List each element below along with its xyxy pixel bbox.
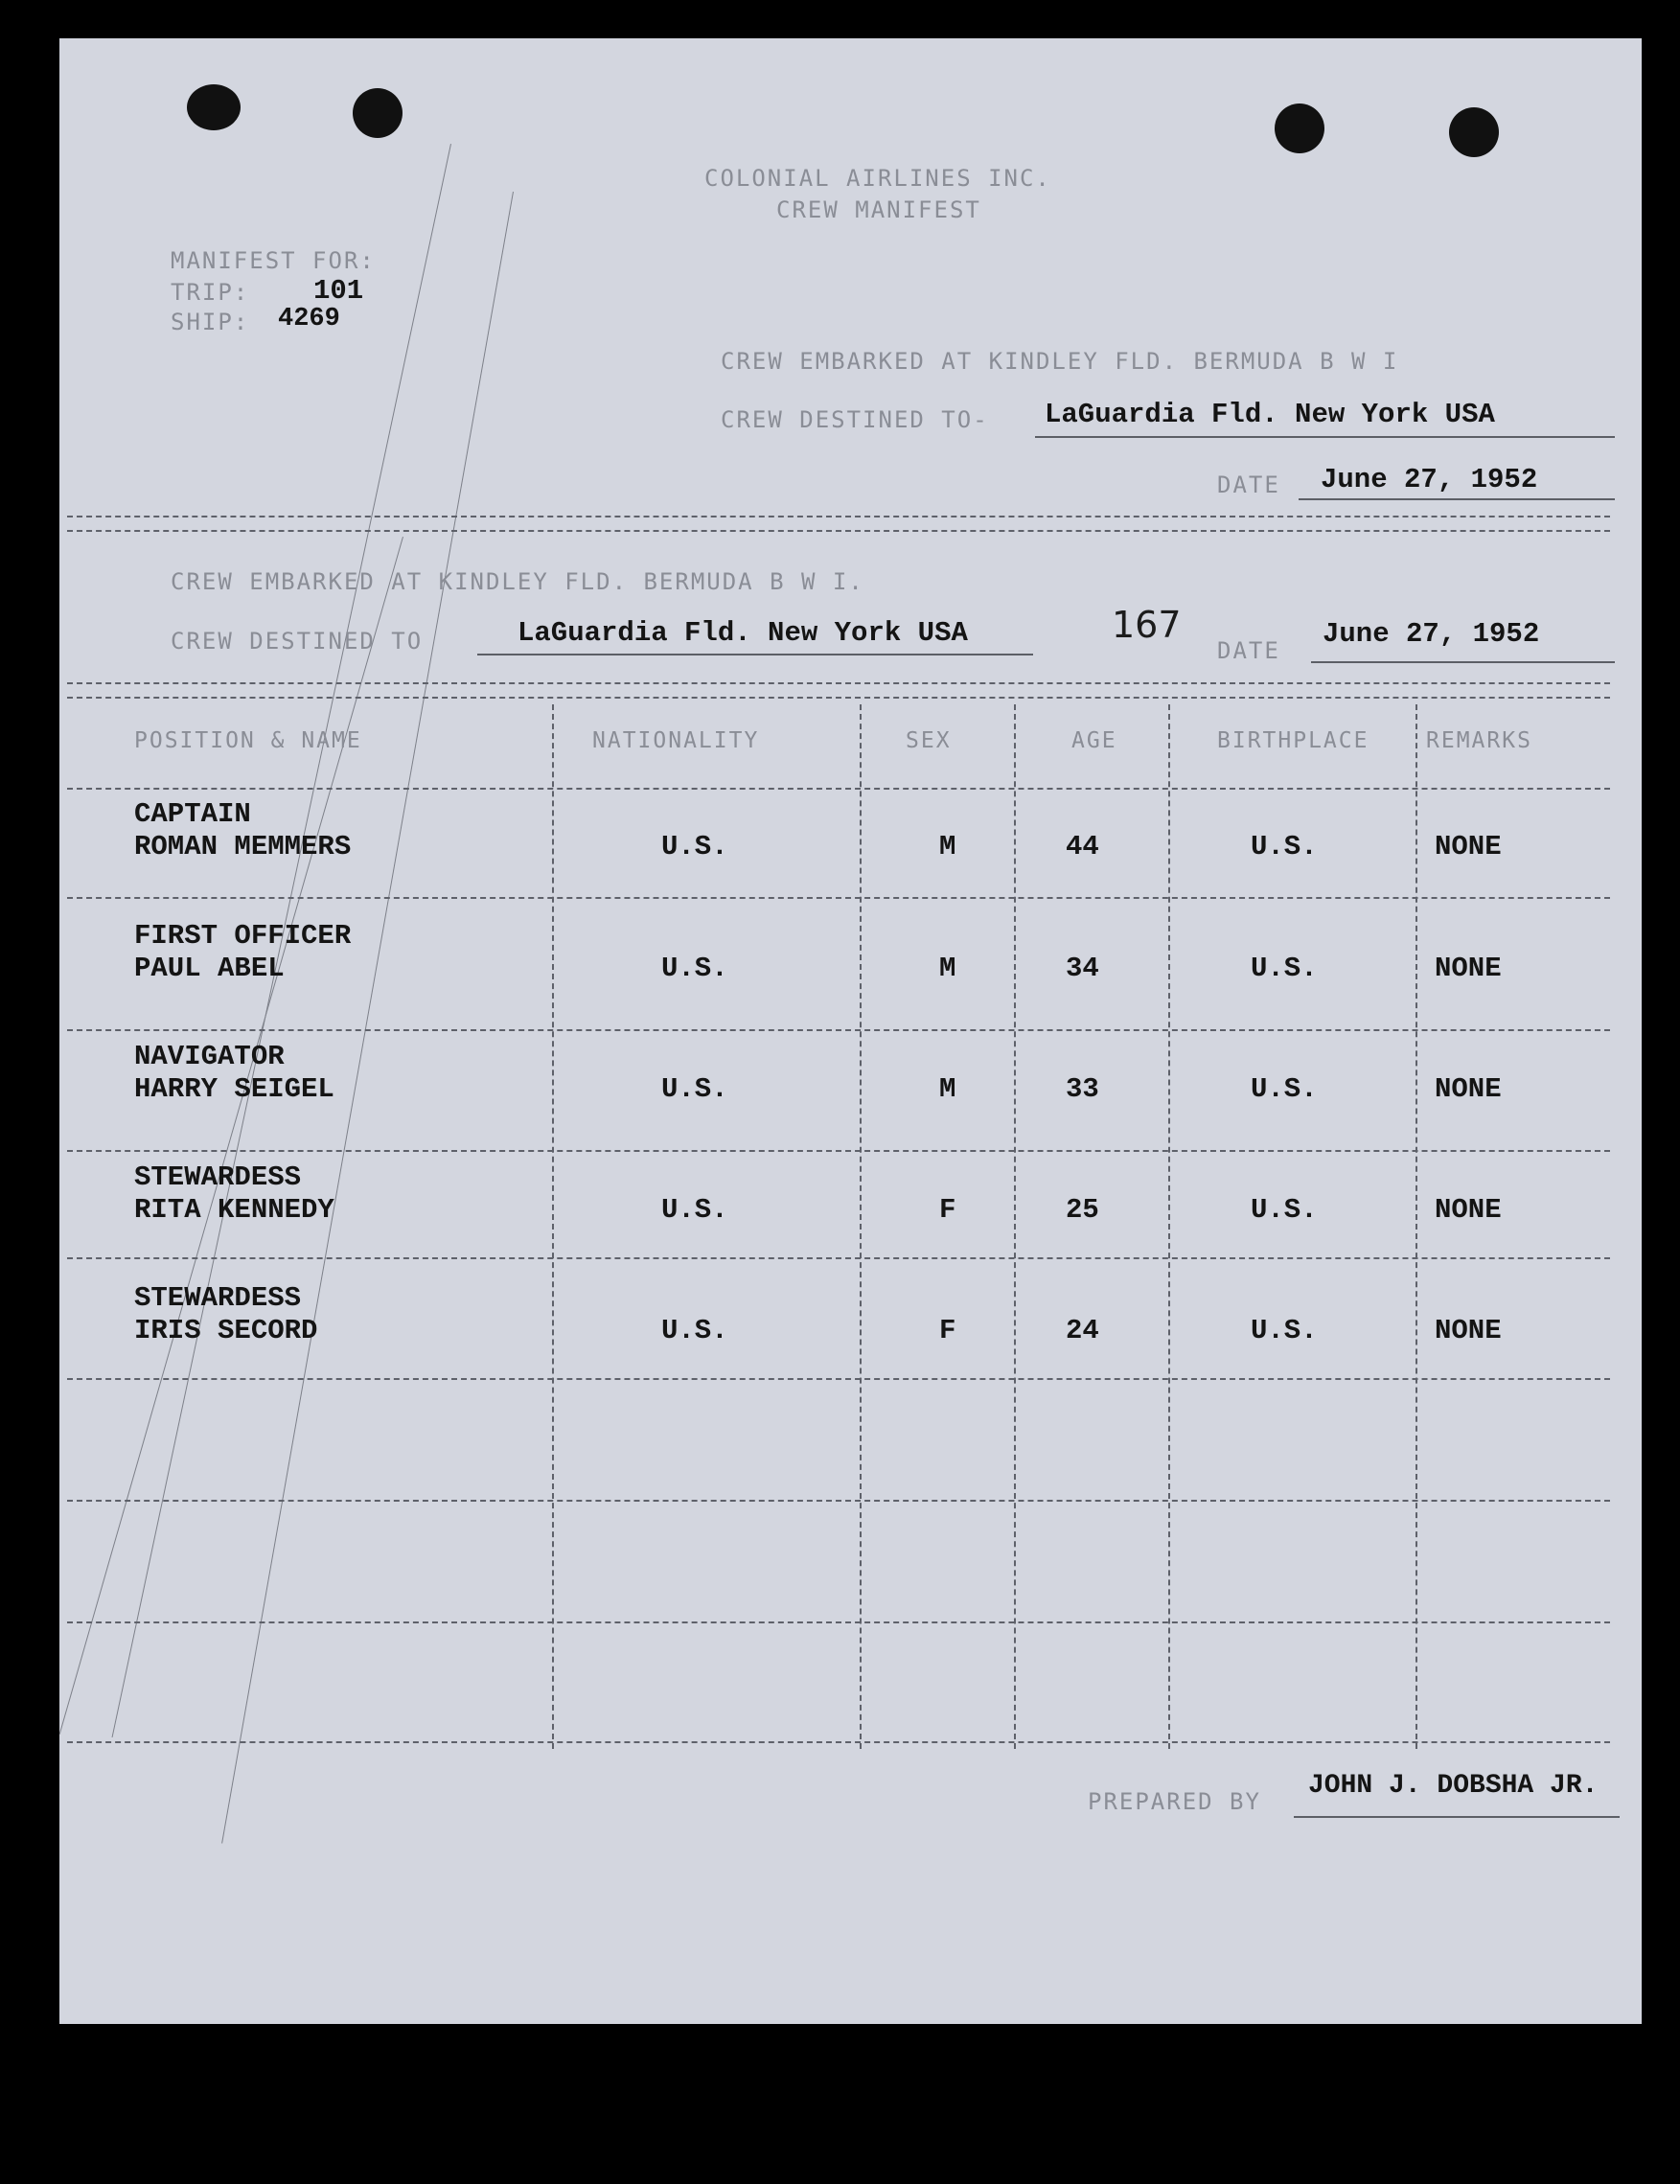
date-value: June 27, 1952 xyxy=(1323,618,1540,650)
prepared-by-underline xyxy=(1294,1816,1620,1818)
crew-age: 25 xyxy=(1066,1194,1099,1226)
crew-position: STEWARDESS xyxy=(134,1161,302,1193)
table-rule xyxy=(67,1500,1610,1502)
table-row xyxy=(0,1282,1680,1397)
prepared-by-label: PREPARED BY xyxy=(1088,1788,1261,1815)
crew-destined-label: CREW DESTINED TO- xyxy=(721,406,989,433)
crew-position: FIRST OFFICER xyxy=(134,920,352,952)
crew-sex: M xyxy=(939,831,956,862)
date-underline xyxy=(1311,661,1615,663)
crew-remarks: NONE xyxy=(1435,1315,1502,1346)
punch-hole xyxy=(1449,107,1499,157)
trip-label: TRIP: xyxy=(171,279,250,306)
crew-name: IRIS SECORD xyxy=(134,1315,318,1346)
column-header-age: AGE xyxy=(1071,728,1117,753)
crew-position: STEWARDESS xyxy=(134,1282,302,1314)
crew-age: 44 xyxy=(1066,831,1099,862)
crew-sex: F xyxy=(939,1194,956,1226)
crew-remarks: NONE xyxy=(1435,1194,1502,1226)
crew-name: HARRY SEIGEL xyxy=(134,1073,334,1105)
crew-destined-value: LaGuardia Fld. New York USA xyxy=(1045,399,1495,430)
table-rule xyxy=(67,1150,1610,1152)
crew-destined-label: CREW DESTINED TO xyxy=(171,628,424,655)
crew-embarked-text: CREW EMBARKED AT KINDLEY FLD. BERMUDA B W I xyxy=(721,348,1399,375)
destined-underline xyxy=(1035,436,1615,438)
date-value: June 27, 1952 xyxy=(1321,464,1538,495)
table-rule xyxy=(67,1257,1610,1259)
table-row xyxy=(0,1161,1680,1276)
section-divider xyxy=(67,530,1610,532)
crew-birthplace: U.S. xyxy=(1251,1194,1318,1226)
column-header-position: POSITION & NAME xyxy=(134,728,362,753)
handwritten-number: 167 xyxy=(1112,604,1182,646)
table-rule xyxy=(67,1029,1610,1031)
column-header-sex: SEX xyxy=(906,728,952,753)
prepared-by-value: JOHN J. DOBSHA JR. xyxy=(1308,1771,1599,1801)
crew-position: CAPTAIN xyxy=(134,798,251,830)
column-header-remarks: REMARKS xyxy=(1426,728,1532,753)
crew-nationality: U.S. xyxy=(661,831,728,862)
table-rule xyxy=(67,788,1610,790)
table-rule xyxy=(67,1621,1610,1623)
destined-underline xyxy=(477,654,1033,655)
trip-value: 101 xyxy=(313,275,364,307)
manifest-for-label: MANIFEST FOR: xyxy=(171,247,376,274)
table-row xyxy=(0,798,1680,913)
crew-position: NAVIGATOR xyxy=(134,1041,285,1072)
ship-value: 4269 xyxy=(278,305,340,333)
crew-birthplace: U.S. xyxy=(1251,1315,1318,1346)
crew-name: RITA KENNEDY xyxy=(134,1194,334,1226)
table-row xyxy=(0,1041,1680,1156)
table-row xyxy=(0,920,1680,1035)
crew-name: PAUL ABEL xyxy=(134,953,285,984)
punch-hole xyxy=(187,84,241,130)
date-label: DATE xyxy=(1217,637,1280,664)
date-underline xyxy=(1299,498,1615,500)
document-title: CREW MANIFEST xyxy=(776,196,981,223)
crew-sex: M xyxy=(939,953,956,984)
date-label: DATE xyxy=(1217,471,1280,498)
punch-hole xyxy=(353,88,403,138)
table-rule xyxy=(67,1378,1610,1380)
crew-birthplace: U.S. xyxy=(1251,953,1318,984)
crew-nationality: U.S. xyxy=(661,1073,728,1105)
punch-hole xyxy=(1275,103,1324,153)
crew-age: 24 xyxy=(1066,1315,1099,1346)
column-header-nationality: NATIONALITY xyxy=(592,728,760,753)
crew-age: 34 xyxy=(1066,953,1099,984)
crew-nationality: U.S. xyxy=(661,1194,728,1226)
crew-birthplace: U.S. xyxy=(1251,831,1318,862)
crew-nationality: U.S. xyxy=(661,953,728,984)
crew-name: ROMAN MEMMERS xyxy=(134,831,352,862)
column-header-birthplace: BIRTHPLACE xyxy=(1217,728,1369,753)
section-divider xyxy=(67,682,1610,684)
crew-remarks: NONE xyxy=(1435,953,1502,984)
crew-sex: M xyxy=(939,1073,956,1105)
company-name: COLONIAL AIRLINES INC. xyxy=(704,165,1051,192)
crew-remarks: NONE xyxy=(1435,831,1502,862)
crew-sex: F xyxy=(939,1315,956,1346)
crew-nationality: U.S. xyxy=(661,1315,728,1346)
crew-birthplace: U.S. xyxy=(1251,1073,1318,1105)
table-rule xyxy=(67,897,1610,899)
section-divider xyxy=(67,516,1610,517)
crew-age: 33 xyxy=(1066,1073,1099,1105)
ship-label: SHIP: xyxy=(171,309,250,335)
crew-destined-value: LaGuardia Fld. New York USA xyxy=(518,617,968,649)
crew-remarks: NONE xyxy=(1435,1073,1502,1105)
crew-embarked-text: CREW EMBARKED AT KINDLEY FLD. BERMUDA B W I. xyxy=(171,568,864,595)
table-rule xyxy=(67,1741,1610,1743)
section-divider xyxy=(67,697,1610,699)
